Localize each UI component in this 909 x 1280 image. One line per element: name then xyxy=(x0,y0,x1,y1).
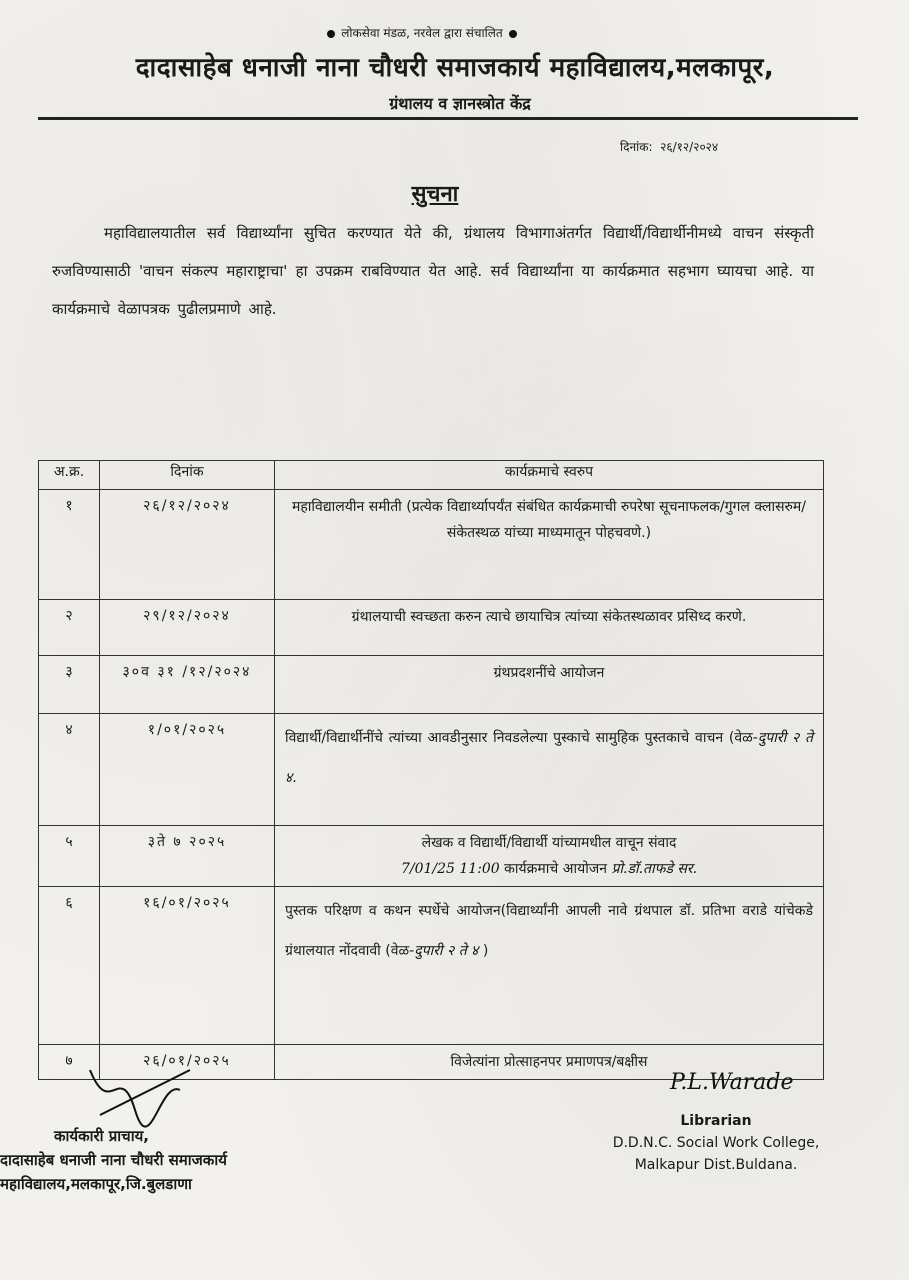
handwritten-speaker: प्रो.डॉ.ताफडे सर. xyxy=(611,861,698,877)
librarian-college: D.D.N.C. Social Work College, xyxy=(612,1135,820,1151)
description-cell: महाविद्यालयीन समीती (प्रत्येक विद्यार्थ्यापर्यंत संबंधित कार्यक्रमाची रुपरेषा सूचनाफलक/गुगल क्लासरुम/संकेतस्थळ यांच्या माध्यमातून पोहचवणे.) xyxy=(275,490,824,600)
description-header: कार्यक्रमाचे स्वरुप xyxy=(275,461,824,490)
serial-cell: ४ xyxy=(39,714,100,826)
description-end: ) xyxy=(482,943,489,959)
serial-cell: २ xyxy=(39,600,100,656)
date-cell: २९/१२/२०२४ xyxy=(100,600,275,656)
description-cell: विजेत्यांना प्रोत्साहनपर प्रमाणपत्र/बक्षीस xyxy=(275,1045,824,1080)
serial-cell: ३ xyxy=(39,656,100,714)
table-row xyxy=(39,656,824,714)
table-row xyxy=(39,490,824,600)
table-row xyxy=(39,826,824,887)
date-cell: ३०व ३१ /१२/२०२४ xyxy=(100,656,275,714)
librarian-stamp xyxy=(586,1110,846,1176)
description-cell xyxy=(275,714,824,826)
table-row xyxy=(39,600,824,656)
bullet-icon xyxy=(509,30,517,38)
managing-body-text: लोकसेवा मंडळ, नरवेल द्वारा संचालित xyxy=(341,26,503,40)
description-cell xyxy=(275,826,824,887)
principal-signature-icon xyxy=(80,1060,200,1130)
serial-cell: ७ xyxy=(39,1045,100,1080)
date-cell: ३ते ७ २०२५ xyxy=(100,826,275,887)
description-cell: ग्रंथप्रदशनींचे आयोजन xyxy=(275,656,824,714)
table-row xyxy=(39,887,824,1045)
description-text: विद्यार्थी/विद्यार्थीनींचे त्यांच्या आवडीनुसार निवडलेल्या पुस्काचे सामुहिक पुस्तकाचे वाचन (वेळ- xyxy=(285,730,758,746)
date-cell: १/०१/२०२५ xyxy=(100,714,275,826)
notice-date xyxy=(620,138,718,155)
date-cell: २६/१२/२०२४ xyxy=(100,490,275,600)
date-label: दिनांक: xyxy=(620,140,653,154)
principal-signature-block xyxy=(0,1124,260,1196)
college-name: दादासाहेब धनाजी नाना चौधरी समाजकार्य महाविद्यालय,मलकापूर, xyxy=(135,53,775,83)
librarian-title: Librarian xyxy=(680,1113,752,1129)
managing-body-line xyxy=(262,24,582,41)
date-cell: २६/०१/२०२५ xyxy=(100,1045,275,1080)
description-text: पुस्तक परिक्षण व कथन स्पर्धेचे आयोजन(विद्यार्थ्यांनी आपली नावे ग्रंथपाल डॉ. प्रतिभा वराडे यांचेकडे ग्रंथालयात नोंदवावी (वेळ- xyxy=(285,903,813,959)
description-text: लेखक व विद्यार्थी/विद्यार्थी यांच्यामधील वाचून संवाद xyxy=(421,835,677,851)
principal-title: कार्यकारी प्राचाय, xyxy=(54,1127,149,1145)
description-cell xyxy=(275,887,824,1045)
notice-body: महाविद्यालयातील सर्व विद्यार्थ्यांना सुचित करण्यात येते की, ग्रंथालय विभागाअंतर्गत विद्यार्थी/विद्यार्थीनीमध्ये वाचन संस्कृती रुजविण्यासाठी 'वाचन संकल्प महाराष्ट्राचा' हा उपक्रम राबविण्यात येत आहे. सर्व विद्यार्थ्यांना या कार्यक्रमात सहभाग घ्यायचा आहे. या कार्यक्रमाचे वेळापत्रक पुढीलप्रमाणे आहे. xyxy=(52,224,814,318)
serial-header: अ.क्र. xyxy=(39,461,100,490)
handwritten-datetime: 7/01/25 11:00 xyxy=(400,861,500,877)
librarian-address: Malkapur Dist.Buldana. xyxy=(634,1157,798,1173)
serial-cell: १ xyxy=(39,490,100,600)
principal-address: महाविद्यालय,मलकापूर,जि.बुलडाणा xyxy=(0,1175,192,1193)
serial-cell: ६ xyxy=(39,887,100,1045)
table-row xyxy=(39,714,824,826)
schedule-table xyxy=(38,460,824,1080)
description-text-2: कार्यक्रमाचे आयोजन xyxy=(504,861,607,877)
date-value: २६/१२/२०२४ xyxy=(660,140,719,154)
header-divider xyxy=(38,117,858,120)
department-name: ग्रंथालय व ज्ञानस्त्रोत केंद्र xyxy=(389,94,531,113)
handwritten-time: दुपारी २ ते ४. xyxy=(285,730,813,786)
description-cell: ग्रंथालयाची स्वच्छता करुन त्याचे छायाचित्र त्यांच्या संकेतस्थळावर प्रसिध्द करणे. xyxy=(275,600,824,656)
bullet-icon xyxy=(327,30,335,38)
serial-cell: ५ xyxy=(39,826,100,887)
principal-college: दादासाहेब धनाजी नाना चौधरी समाजकार्य xyxy=(0,1151,227,1169)
table-header-row xyxy=(39,461,824,490)
librarian-signature: P.L.Warade xyxy=(670,1070,794,1095)
handwritten-time: दुपारी २ ते ४ xyxy=(414,943,479,959)
date-header: दिनांक xyxy=(100,461,275,490)
notice-title: सुचना xyxy=(411,182,459,207)
date-cell: १६/०१/२०२५ xyxy=(100,887,275,1045)
